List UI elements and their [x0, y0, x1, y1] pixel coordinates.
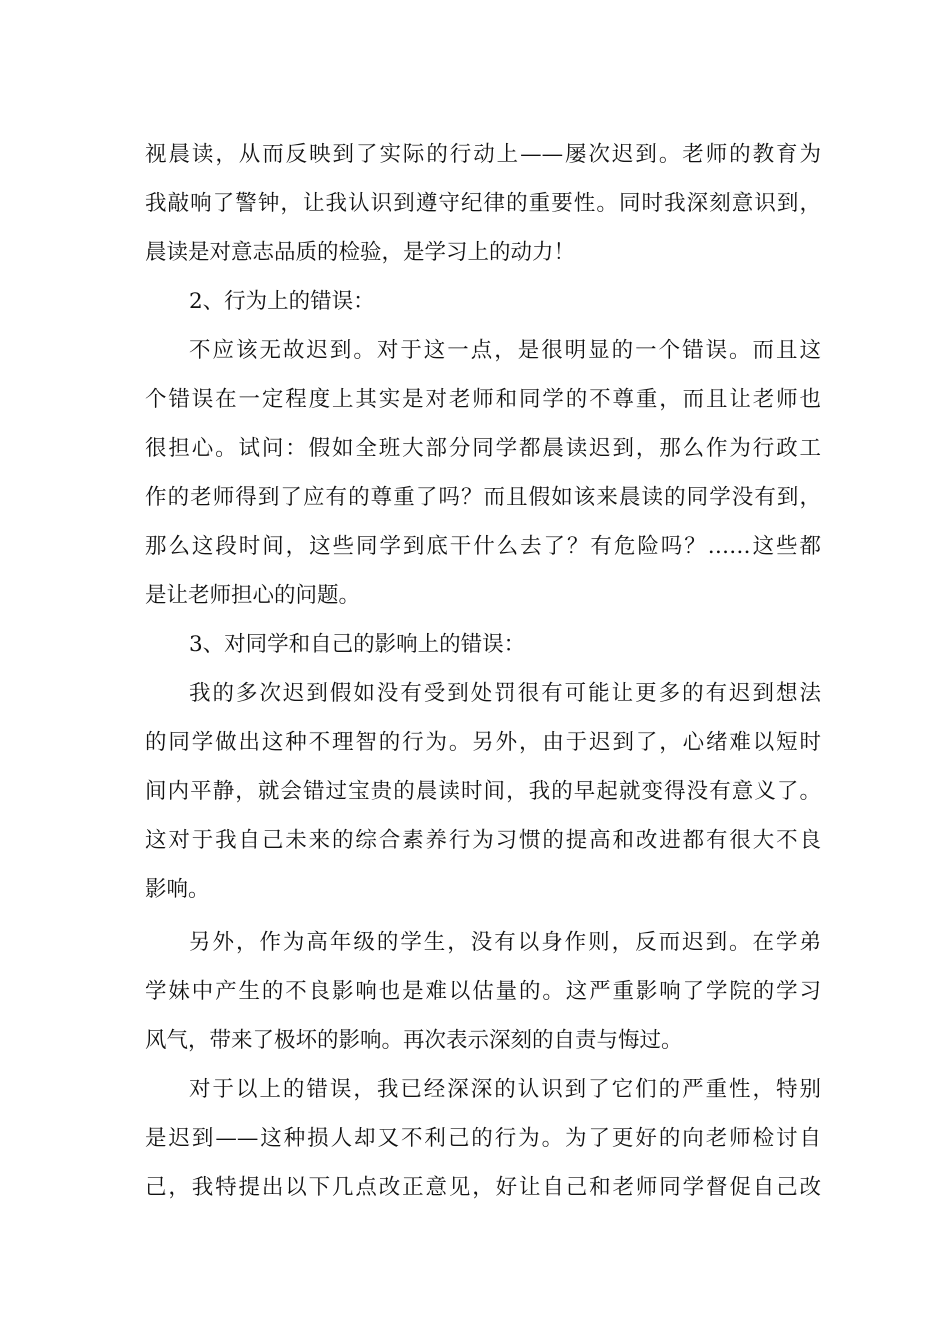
text-line: 是迟到——这种损人却又不利己的行为。为了更好的向老师检讨自	[145, 1126, 821, 1151]
text-line: 不应该无故迟到。对于这一点，是很明显的一个错误。而且这	[189, 338, 821, 363]
text-line: 我的多次迟到假如没有受到处罚很有可能让更多的有迟到想法	[189, 681, 821, 706]
text-line: 作的老师得到了应有的尊重了吗？而且假如该来晨读的同学没有到，	[145, 485, 821, 510]
text-line: 视晨读，从而反映到了实际的行动上——屡次迟到。老师的教育为	[145, 142, 821, 167]
heading-line: 2、行为上的错误：	[189, 289, 375, 314]
section-heading-3	[145, 620, 821, 669]
paragraph-1	[145, 130, 821, 277]
text-line: 个错误在一定程度上其实是对老师和同学的不尊重，而且让老师也	[145, 387, 821, 412]
text-line: 另外，作为高年级的学生，没有以身作则，反而迟到。在学弟	[189, 930, 821, 955]
text-line: 影响。	[145, 877, 210, 902]
paragraph-4	[145, 918, 821, 1065]
paragraph-3	[145, 669, 821, 914]
document-body	[145, 130, 821, 1212]
paragraph-2	[145, 326, 821, 620]
text-line: 这对于我自己未来的综合素养行为习惯的提高和改进都有很大不良	[145, 828, 821, 853]
text-line: 那么这段时间，这些同学到底干什么去了？有危险吗？……这些都	[145, 534, 821, 559]
text-line: 是让老师担心的问题。	[145, 583, 361, 608]
text-line: 我敲响了警钟，让我认识到遵守纪律的重要性。同时我深刻意识到，	[145, 191, 821, 216]
heading-line: 3、对同学和自己的影响上的错误：	[189, 632, 526, 657]
text-line: 学妹中产生的不良影响也是难以估量的。这严重影响了学院的学习	[145, 979, 821, 1004]
text-line: 对于以上的错误，我已经深深的认识到了它们的严重性，特别	[189, 1077, 821, 1102]
text-line: 的同学做出这种不理智的行为。另外，由于迟到了，心绪难以短时	[145, 730, 821, 755]
text-line: 很担心。试问：假如全班大部分同学都晨读迟到，那么作为行政工	[145, 436, 821, 461]
text-line: 己，我特提出以下几点改正意见，好让自己和老师同学督促自己改	[145, 1175, 821, 1200]
paragraph-5	[145, 1065, 821, 1212]
section-heading-2	[145, 277, 821, 326]
text-line: 风气，带来了极坏的影响。再次表示深刻的自责与悔过。	[145, 1028, 683, 1053]
text-line: 晨读是对意志品质的检验，是学习上的动力！	[145, 240, 576, 265]
text-line: 间内平静，就会错过宝贵的晨读时间，我的早起就变得没有意义了。	[145, 779, 821, 804]
